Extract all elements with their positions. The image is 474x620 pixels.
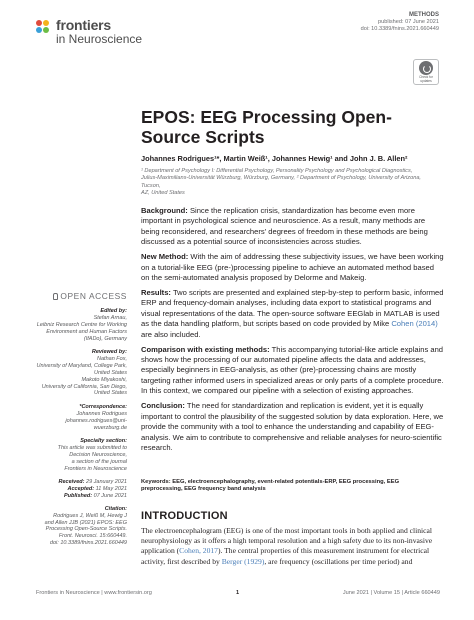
footer-journal-link[interactable]: Frontiers in Neuroscience | www.frontiersin.org: [36, 590, 152, 596]
specialty-label: Specialty section:: [80, 438, 127, 444]
article-header-meta: [361, 12, 439, 32]
affiliation-line: ¹ Department of Psychology I: Differential Psychology, Personality Psychology and Psychological Diagnostics,: [141, 168, 413, 174]
published-date: published: 07 June 2021: [378, 18, 439, 25]
frontiers-logo-icon: [36, 20, 52, 36]
citation-label: Citation:: [104, 505, 127, 512]
correspondence-label: *Correspondence:: [79, 403, 127, 410]
accepted-value: 11 May 2021: [94, 485, 127, 492]
editor-line: Environment and Human Factors: [46, 328, 127, 335]
author-list[interactable]: Johannes Rodrigues¹*, Martin Weiß¹, Johannes Hewig¹ and John J. B. Allen²: [141, 154, 408, 163]
conclusion-text: The need for standardization and replication is evident, yet it is equally important to control the plausibility of the suggested solution by data exploration. Here, we provide the community with a tool to enhance the understanding and capability of EEG-analysis. We aim to contribute to comprehensive and reliable analyses for neuro-scientific research.: [141, 401, 444, 452]
logo-text-frontiers: frontiers: [56, 17, 111, 33]
section-heading-introduction: INTRODUCTION: [141, 510, 228, 522]
published-date-sidebar: [36, 493, 127, 500]
accepted-label: Accepted:: [67, 485, 95, 492]
received-value: 29 January 2021: [84, 479, 127, 486]
new-method-text: With the aim of addressing these subjectivity issues, we have been working on a tutorial-like EEG (pre-)processing pipeline to achieve an automated method based on the semi-automated analysis proposed by Delorme and Makeig.: [141, 252, 444, 283]
editor-line: Stefan Arnau,: [93, 314, 127, 321]
edited-by-section: [36, 308, 127, 343]
citation-link[interactable]: Cohen (2014): [391, 319, 438, 329]
article-title: EPOS: EEG Processing Open-Source Scripts: [141, 107, 392, 147]
citation-link[interactable]: Berger (1929): [221, 556, 265, 566]
received-label: Received:: [58, 479, 85, 486]
editor-line: Leibniz Research Centre for Working: [36, 321, 127, 328]
logo-text-journal: in Neuroscience: [56, 32, 143, 46]
affiliations: [141, 168, 441, 198]
intro-text: The electroencephalogram (EEG) is one of the most important tools in both applied and clinical neurophysiology as it offers a high temporal resolution and a high safety due to its non-invasive application (: [141, 526, 433, 556]
citation-doi[interactable]: doi: 10.3389/fnins.2021.660449: [49, 540, 127, 547]
dates-section: [36, 479, 127, 500]
abstract-new-method: [141, 252, 444, 283]
abstract: [141, 206, 444, 458]
correspondence-section: [36, 404, 127, 432]
correspondence-email[interactable]: wuerzburg.de: [93, 424, 127, 431]
introduction-text: [141, 526, 444, 567]
open-lock-icon: [53, 293, 58, 300]
published-label: Published:: [64, 492, 93, 499]
correspondence-email[interactable]: johannes.rodrigues@uni-: [65, 417, 127, 424]
reviewer-line: University of Maryland, College Park,: [36, 362, 127, 369]
comparison-text: This accompanying tutorial-like article explains and shows how the processing of our automated pipeline affects the data and addresses, especially beginners in EEG-analysis, as other (pre)-processing chains are mostly targeting rather informed users in specialized areas or only parts of a complete procedure. In this context, we compared our pipeline with a selection of existing approaches.: [141, 344, 444, 396]
citation-line: and Allen JJB (2021) EPOS: EEG: [44, 519, 127, 526]
citation-section: [36, 506, 127, 547]
open-access-label: OPEN ACCESS: [60, 291, 127, 301]
specialty-line: This article was submitted to: [57, 444, 127, 451]
correspondence-line: Johannes Rodrigues: [76, 410, 127, 417]
affiliation-line: Julius-Maximilians-Universität Würzburg, Würzburg, Germany, ² Department of Psychology, University of Arizona, Tucson,: [141, 175, 421, 189]
background-label: Background:: [141, 206, 188, 215]
accepted-date: [36, 486, 127, 493]
update-check-icon: [419, 61, 433, 75]
results-text-end: are also included.: [141, 329, 201, 339]
new-method-label: New Method:: [141, 252, 189, 262]
citation-line: Processing Open-Source Scripts.: [45, 526, 127, 533]
intro-text: ). The central properties of this measurement instrument for electrical activity, first described by: [141, 546, 430, 566]
reviewer-line: United States: [93, 369, 127, 376]
specialty-line: Frontiers in Neuroscience: [64, 465, 127, 472]
reviewed-by-section: [36, 349, 127, 397]
abstract-results: [141, 288, 444, 340]
affiliation-line: AZ, United States: [141, 190, 185, 197]
abstract-conclusion: [141, 401, 444, 453]
edited-by-label: Edited by:: [100, 308, 127, 314]
doi-link[interactable]: doi: 10.3389/fnins.2021.660449: [360, 25, 439, 32]
check-updates-label: Check for updates: [419, 74, 433, 83]
specialty-line: Decision Neuroscience,: [69, 451, 127, 458]
open-access-badge: [36, 293, 127, 300]
published-value: 07 June 2021: [92, 492, 127, 499]
background-text: Since the replication crisis, standardization has become even more important in psychological science and neuroscience. As a result, many methods are being reconsidered, and researchers' degrees of freedom in these methods are being discussed as a potential source of inconsistencies across studies.: [141, 206, 428, 247]
conclusion-label: Conclusion:: [141, 401, 185, 411]
specialty-section: [36, 438, 127, 473]
specialty-line: a section of the journal: [71, 458, 127, 465]
intro-text: , are frequency (oscillations per time period) and: [264, 556, 413, 566]
citation-line: Front. Neurosci. 15:660449.: [58, 533, 127, 540]
keywords: Keywords: EEG, electroencephalography, event-related potentials-ERP, EEG processing, EEG preprocessing, EEG frequency band analysis: [141, 479, 400, 493]
reviewer-line: Nathan Fox,: [97, 355, 127, 362]
page-number: 1: [236, 590, 240, 596]
footer-volume: June 2021 | Volume 15 | Article 660449: [342, 590, 440, 596]
results-label: Results:: [141, 288, 171, 298]
article-info-sidebar: [36, 293, 127, 554]
reviewed-by-label: Reviewed by:: [91, 349, 127, 356]
reviewer-line: University of California, San Diego,: [41, 383, 127, 390]
reviewer-line: United States: [93, 390, 127, 397]
reviewer-line: Makoto Miyakoshi,: [81, 376, 127, 383]
citation-line: Rodrigues J, Weiß M, Hewig J: [53, 512, 127, 519]
received-date: [36, 479, 127, 486]
abstract-comparison: [141, 345, 444, 397]
citation-link[interactable]: Cohen, 2017: [179, 546, 218, 556]
comparison-label: Comparison with existing methods:: [141, 344, 270, 354]
results-text: Two scripts are presented and explained step-by-step to perform basic, informed ERP and frequency-domain analyses, including data export to statistical programs and visual representations of the data. The open-source software EEGlab in MATLAB is used as the data handling platform, but scripts based on code provided by Mike: [141, 288, 444, 329]
check-for-updates-button[interactable]: [413, 59, 439, 85]
section-type: METHODS: [409, 12, 439, 18]
abstract-background: [141, 206, 444, 248]
editor-line: (IfADo), Germany: [83, 335, 127, 342]
